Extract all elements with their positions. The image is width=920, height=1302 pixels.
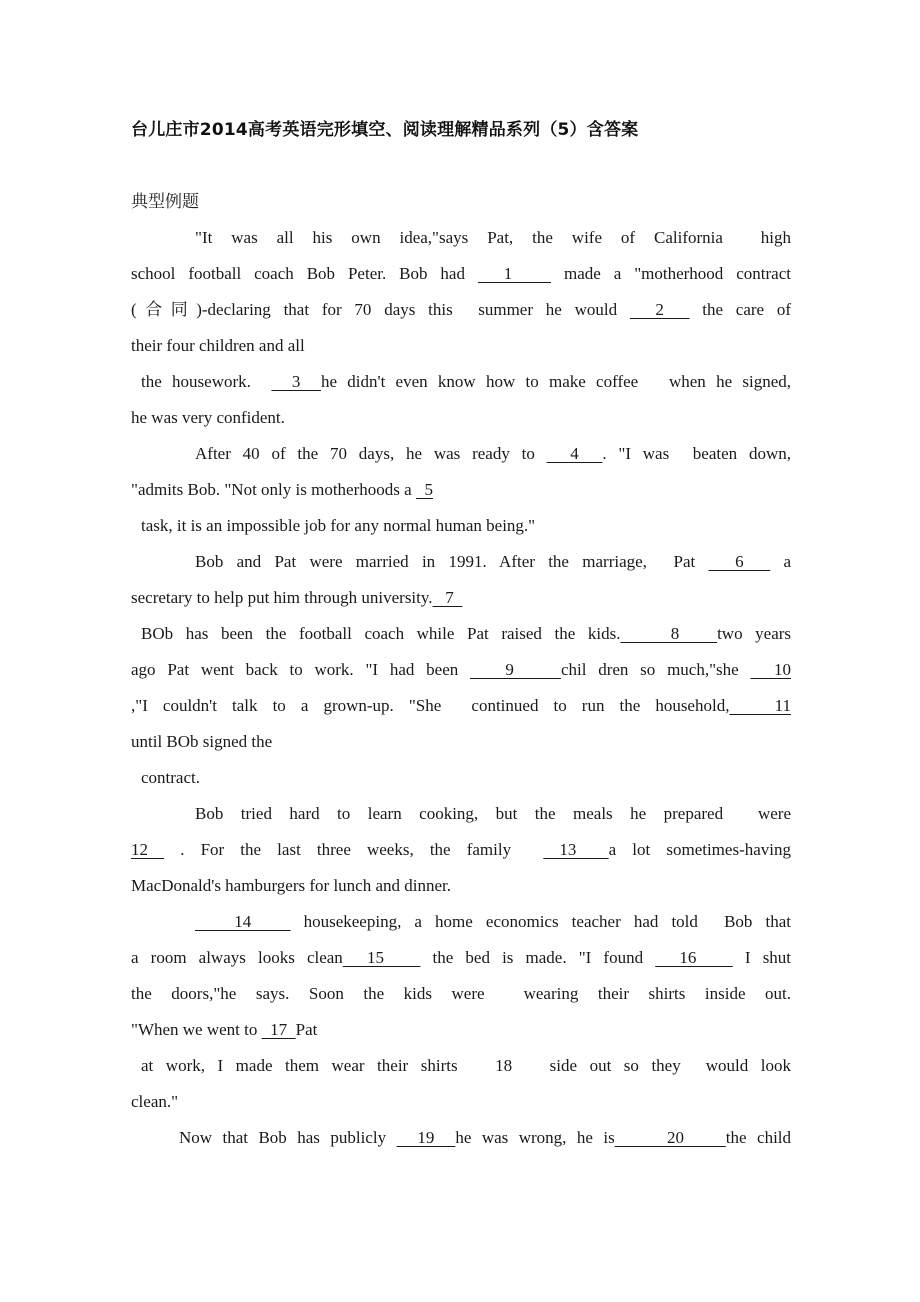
passage-text: he was wrong, he is bbox=[455, 1128, 615, 1147]
passage-text: (合同)-declaring that for 70 days this summer he would bbox=[131, 300, 630, 319]
passage-line bbox=[131, 478, 791, 502]
cloze-blank: 12 bbox=[131, 840, 165, 859]
passage-text: he was very confident. bbox=[131, 408, 285, 427]
passage-line bbox=[131, 658, 791, 682]
passage-text: BOb has been the football coach while Pat raised the kids. bbox=[141, 624, 621, 643]
passage-text: at work, I made them wear their shirts 18 side out so they would look bbox=[141, 1056, 791, 1075]
cloze-blank: 16 bbox=[655, 948, 733, 967]
passage-text: their four children and all bbox=[131, 336, 305, 355]
passage-text: two years bbox=[717, 624, 792, 643]
passage-line bbox=[141, 1054, 791, 1078]
passage-line bbox=[141, 766, 791, 790]
passage-line bbox=[131, 406, 791, 430]
passage-text: "It was all his own idea,"says Pat, the wife of California high bbox=[195, 228, 791, 247]
passage-text: the child bbox=[725, 1128, 792, 1147]
passage-line bbox=[131, 586, 791, 610]
passage-text: the care of bbox=[689, 300, 792, 319]
passage-line bbox=[131, 874, 791, 898]
passage-line bbox=[131, 946, 791, 970]
passage-line bbox=[141, 514, 791, 538]
passage-text: made a "motherhood contract bbox=[551, 264, 791, 283]
passage-text: "When we went to bbox=[131, 1020, 262, 1039]
passage-line bbox=[131, 334, 791, 358]
passage-line bbox=[195, 802, 791, 826]
passage-line bbox=[195, 226, 791, 250]
cloze-blank: 19 bbox=[396, 1128, 456, 1147]
passage-text: a lot sometimes-having bbox=[608, 840, 791, 859]
passage-line bbox=[131, 262, 791, 286]
passage-text: the housework. bbox=[141, 372, 272, 391]
cloze-blank: 7 bbox=[432, 588, 463, 607]
passage-text: After 40 of the 70 days, he was ready to bbox=[195, 444, 547, 463]
passage-text: clean." bbox=[131, 1092, 179, 1111]
passage-line bbox=[141, 370, 791, 394]
passage-text: contract. bbox=[141, 768, 200, 787]
passage-line bbox=[131, 730, 791, 754]
passage-line bbox=[179, 1126, 791, 1150]
cloze-blank: 2 bbox=[629, 300, 690, 319]
cloze-blank: 3 bbox=[271, 372, 321, 391]
passage-line bbox=[131, 1018, 791, 1042]
passage-line bbox=[141, 622, 791, 646]
cloze-blank: 5 bbox=[415, 480, 433, 499]
passage-text: MacDonald's hamburgers for lunch and dinner. bbox=[131, 876, 452, 895]
passage-line bbox=[131, 1090, 791, 1114]
passage-text: a room always looks clean bbox=[131, 948, 343, 967]
passage-text: a bbox=[770, 552, 792, 571]
cloze-blank: 8 bbox=[620, 624, 718, 643]
passage-text: . For the last three weeks, the family bbox=[164, 840, 544, 859]
document-title: 台儿庄市2014高考英语完形填空、阅读理解精品系列（5）含答案 bbox=[131, 120, 639, 140]
cloze-blank: 13 bbox=[543, 840, 609, 859]
passage-text: Now that Bob has publicly bbox=[179, 1128, 397, 1147]
passage-text: ago Pat went back to work. "I had been bbox=[131, 660, 471, 679]
passage-text: . "I was beaten down, bbox=[602, 444, 791, 463]
passage-line bbox=[131, 838, 791, 862]
cloze-blank: 20 bbox=[614, 1128, 726, 1147]
cloze-blank: 4 bbox=[546, 444, 603, 463]
cloze-blank: 6 bbox=[708, 552, 771, 571]
section-heading: 典型例题 bbox=[131, 192, 199, 212]
passage-line bbox=[195, 550, 791, 574]
cloze-blank: 1 bbox=[477, 264, 552, 283]
passage-text: he didn't even know how to make coffee when he signed, bbox=[320, 372, 792, 391]
passage-text: ,"I couldn't talk to a grown-up. "She continued to run the household, bbox=[131, 696, 730, 715]
passage-line bbox=[131, 298, 791, 322]
passage-text: Bob tried hard to learn cooking, but the meals he prepared were bbox=[195, 804, 791, 823]
cloze-blank: 14 bbox=[195, 912, 291, 931]
cloze-blank: 15 bbox=[342, 948, 421, 967]
passage-text: the doors,"he says. Soon the kids were wearing their shirts inside out. bbox=[131, 984, 791, 1003]
passage-text: housekeeping, a home economics teacher had told Bob that bbox=[290, 912, 791, 931]
cloze-blank: 10 bbox=[750, 660, 792, 679]
cloze-blank: 11 bbox=[729, 696, 792, 715]
passage-text: I shut bbox=[732, 948, 792, 967]
passage-line bbox=[195, 442, 791, 466]
passage-text: chil dren so much,"she bbox=[560, 660, 751, 679]
passage-text: "admits Bob. "Not only is motherhoods a bbox=[131, 480, 416, 499]
passage-line bbox=[131, 694, 791, 718]
passage-text: Bob and Pat were married in 1991. After the marriage, Pat bbox=[195, 552, 709, 571]
passage-line bbox=[195, 910, 791, 934]
passage-text: Pat bbox=[295, 1020, 318, 1039]
passage-text: secretary to help put him through university. bbox=[131, 588, 433, 607]
passage-text: the bed is made. "I found bbox=[420, 948, 656, 967]
passage-text: task, it is an impossible job for any normal human being." bbox=[141, 516, 536, 535]
cloze-blank: 17 bbox=[261, 1020, 296, 1039]
passage-line bbox=[131, 982, 791, 1006]
cloze-blank: 9 bbox=[470, 660, 561, 679]
passage-text: school football coach Bob Peter. Bob had bbox=[131, 264, 478, 283]
passage-text: until BOb signed the bbox=[131, 732, 273, 751]
